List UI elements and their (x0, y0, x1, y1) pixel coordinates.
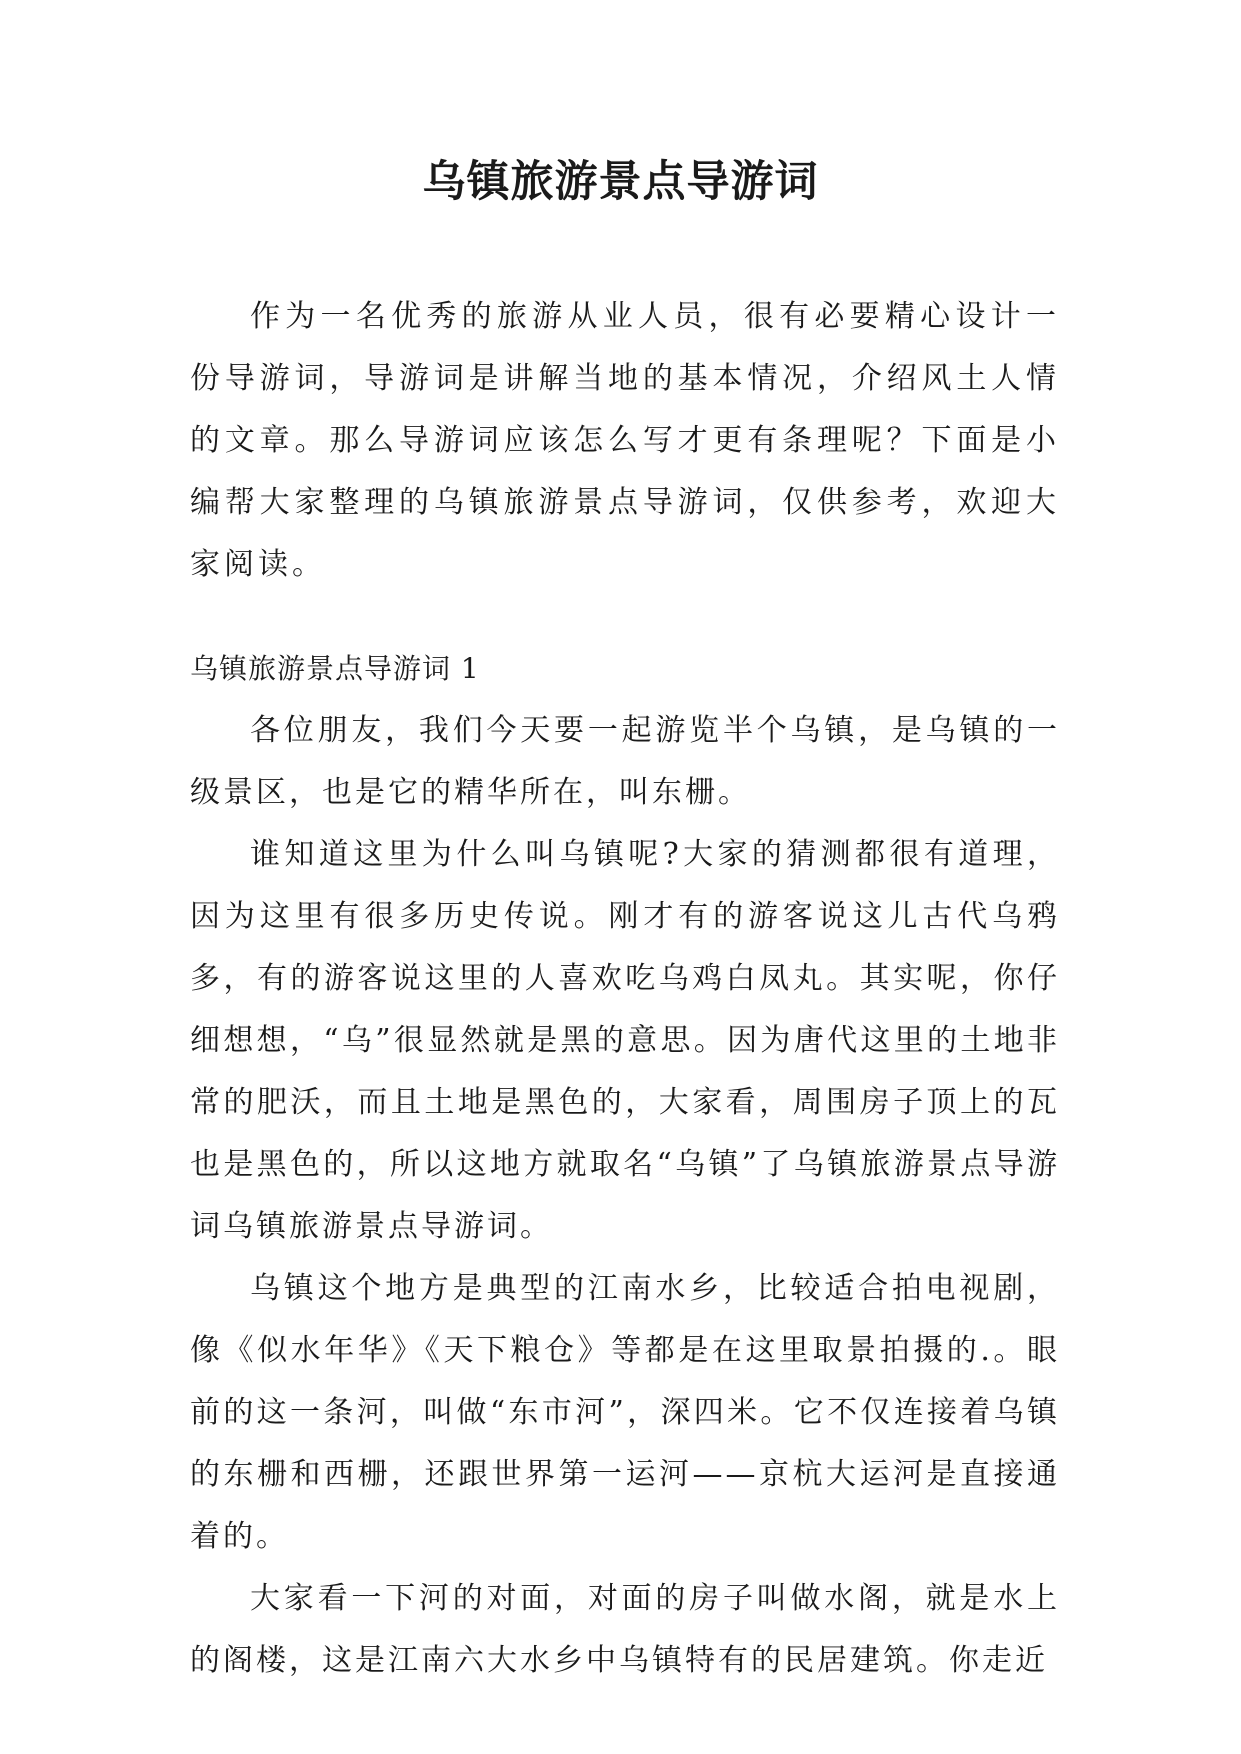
document-title: 乌镇旅游景点导游词 (422, 157, 819, 207)
body-paragraph-3: 乌镇这个地方是典型的江南水乡，比较适合拍电视剧，像《似水年华》《天下粮仓》等都是在这里取景拍摄的.。眼前的这一条河，叫做“东市河”，深四米。它不仅连接着乌镇的东栅和西栅，还跟世界第一运河——京杭大运河是直接通着的。 (190, 1271, 1060, 1554)
body-paragraph-1: 各位朋友，我们今天要一起游览半个乌镇，是乌镇的一级景区，也是它的精华所在，叫东栅。 (190, 713, 1060, 810)
body-paragraph-2: 谁知道这里为什么叫乌镇呢?大家的猜测都很有道理，因为这里有很多历史传说。刚才有的游客说这儿古代乌鸦多，有的游客说这里的人喜欢吃乌鸡白凤丸。其实呢，你仔细想想，“乌”很显然就是黑的意思。因为唐代这里的土地非常的肥沃，而且土地是黑色的，大家看，周围房子顶上的瓦也是黑色的，所以这地方就取名“乌镇”了乌镇旅游景点导游词乌镇旅游景点导游词。 (190, 837, 1060, 1244)
intro-paragraph: 作为一名优秀的旅游从业人员，很有必要精心设计一份导游词，导游词是讲解当地的基本情况，介绍风土人情的文章。那么导游词应该怎么写才更有条理呢？下面是小编帮大家整理的乌镇旅游景点导游词，仅供参考，欢迎大家阅读。 (190, 299, 1060, 582)
document-body (190, 286, 1060, 1692)
section-heading: 乌镇旅游景点导游词 1 (190, 652, 480, 685)
body-paragraph-4: 大家看一下河的对面，对面的房子叫做水阁，就是水上的阁楼，这是江南六大水乡中乌镇特有的民居建筑。你走近 (190, 1581, 1060, 1678)
